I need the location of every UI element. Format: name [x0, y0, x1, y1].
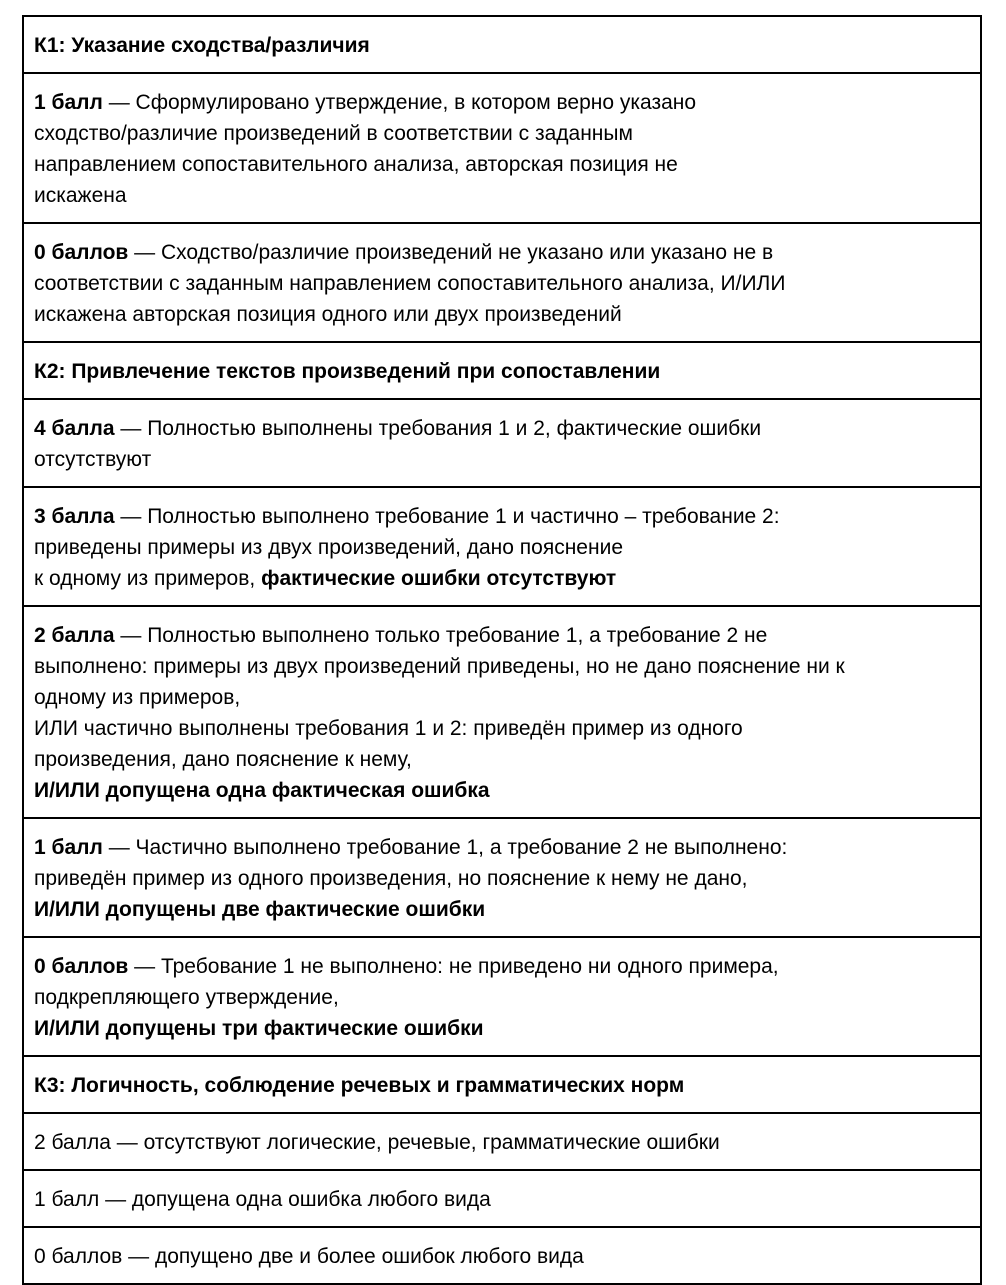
k2-score-4-line-2: отсутствуют [34, 448, 152, 471]
k2-score-2-row [24, 607, 980, 819]
k2-score-1-line-2: приведён пример из одного произведения, но пояснение к нему не дано, [34, 867, 748, 890]
k1-score-0-label: 0 баллов [34, 241, 129, 264]
k2-score-0-line-1: 0 баллов — Требование 1 не выполнено: не приведено ни одного примера, [34, 955, 779, 978]
k2-score-3-label: 3 балла [34, 505, 115, 528]
k2-score-1-bold-tail: И/ИЛИ допущены две фактические ошибки [34, 898, 486, 921]
k2-score-2-line-4: ИЛИ частично выполнены требования 1 и 2: приведён пример из одного [34, 717, 743, 740]
k2-score-3-line-2: приведены примеры из двух произведений, дано пояснение [34, 536, 623, 559]
k1-score-0-row [24, 224, 980, 343]
k1-score-1-label: 1 балл [34, 91, 103, 114]
k2-score-2-bold-tail: И/ИЛИ допущена одна фактическая ошибка [34, 779, 490, 802]
k2-score-1-row [24, 819, 980, 938]
k2-score-2-line-2: выполнено: примеры из двух произведений приведены, но не дано пояснение ни к [34, 655, 845, 678]
k1-score-0-line-2: соответствии с заданным направлением сопоставительного анализа, И/ИЛИ [34, 272, 786, 295]
k1-header [24, 17, 980, 74]
k2-score-4-line-1: 4 балла — Полностью выполнены требования 1 и 2, фактические ошибки [34, 417, 762, 440]
k1-score-0-line-3: искажена авторская позиция одного или двух произведений [34, 303, 622, 326]
k2-score-1-line-1: 1 балл — Частично выполнено требование 1, а требование 2 не выполнено: [34, 836, 788, 859]
k1-score-1-line-3: направлением сопоставительного анализа, авторская позиция не [34, 153, 678, 176]
k3-score-0-text: 0 баллов — допущено две и более ошибок любого вида [34, 1245, 584, 1268]
k3-score-2-text: 2 балла — отсутствуют логические, речевые, грамматические ошибки [34, 1131, 720, 1154]
k3-score-0-row [24, 1228, 980, 1283]
k2-score-3-row [24, 488, 980, 607]
k2-score-2-line-3: одному из примеров, [34, 686, 241, 709]
k1-score-1-row [24, 74, 980, 224]
k1-score-1-line-2: сходство/различие произведений в соответствии с заданным [34, 122, 633, 145]
k2-score-4-label: 4 балла [34, 417, 115, 440]
k2-score-3-bold-tail: фактические ошибки отсутствуют [261, 567, 617, 590]
k3-score-1-text: 1 балл — допущена одна ошибка любого вида [34, 1188, 491, 1211]
k2-score-0-line-2: подкрепляющего утверждение, [34, 986, 339, 1009]
k2-score-2-line-5: произведения, дано пояснение к нему, [34, 748, 412, 771]
k1-score-1-line-4: искажена [34, 184, 127, 207]
k1-score-1-line-1: 1 балл — Сформулировано утверждение, в котором верно указано [34, 91, 697, 114]
k3-title: К3: Логичность, соблюдение речевых и грамматических норм [34, 1074, 685, 1097]
k3-header [24, 1057, 980, 1114]
criteria-table [22, 15, 982, 1285]
k2-score-0-label: 0 баллов [34, 955, 129, 978]
k2-header [24, 343, 980, 400]
k2-score-4-row [24, 400, 980, 488]
k2-title: К2: Привлечение текстов произведений при сопоставлении [34, 360, 661, 383]
k2-score-0-row [24, 938, 980, 1057]
k2-score-2-line-1: 2 балла — Полностью выполнено только требование 1, а требование 2 не [34, 624, 768, 647]
k2-score-2-label: 2 балла [34, 624, 115, 647]
k3-score-2-row [24, 1114, 980, 1171]
k2-score-1-label: 1 балл [34, 836, 103, 859]
k1-title: К1: Указание сходства/различия [34, 34, 370, 57]
k2-score-3-line-3: к одному из примеров, фактические ошибки отсутствуют [34, 567, 617, 590]
k1-score-0-line-1: 0 баллов — Сходство/различие произведений не указано или указано не в [34, 241, 774, 264]
k3-score-1-row [24, 1171, 980, 1228]
k2-score-0-bold-tail: И/ИЛИ допущены три фактические ошибки [34, 1017, 484, 1040]
k2-score-3-line-1: 3 балла — Полностью выполнено требование 1 и частично – требование 2: [34, 505, 780, 528]
